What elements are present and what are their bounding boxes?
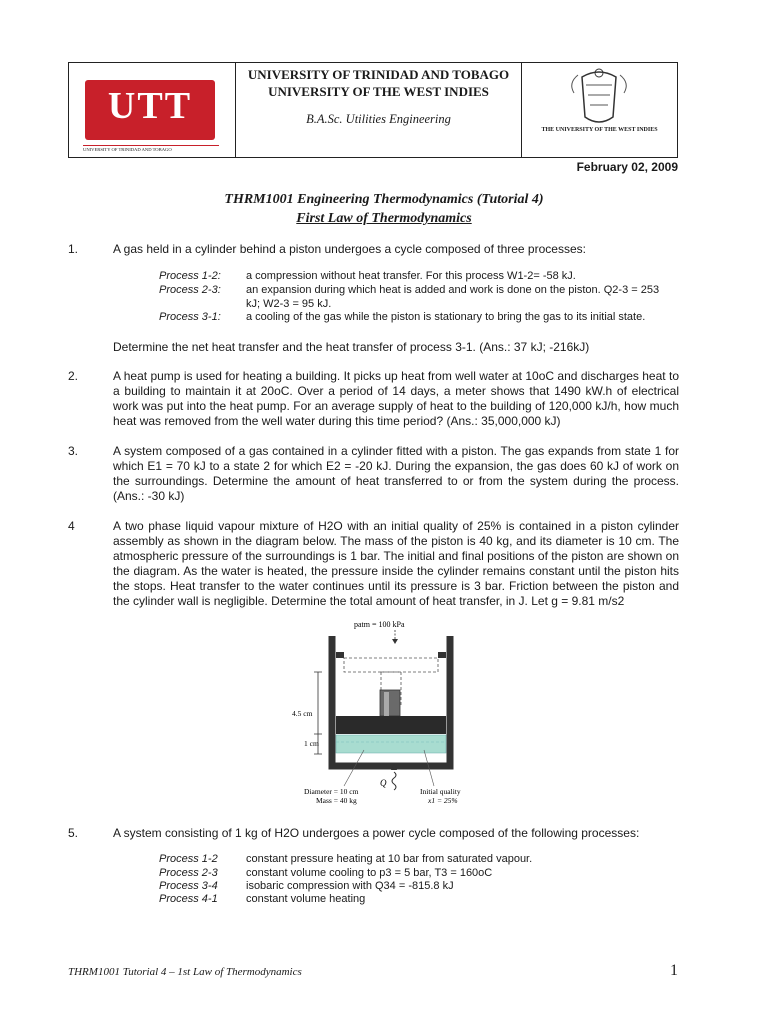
- q4-number: 4: [68, 519, 75, 533]
- q-label: Q: [380, 778, 387, 788]
- q5-p12-label: Process 1-2: [159, 853, 218, 865]
- header-box: [68, 62, 678, 158]
- utt-logo-text: UTT: [107, 85, 193, 127]
- patm-label: patm = 100 kPa: [354, 620, 405, 629]
- height-45cm-label: 4.5 cm: [292, 709, 313, 718]
- initial-quality-label: Initial quality: [420, 787, 461, 796]
- q1-p23-label: Process 2-3:: [159, 284, 221, 296]
- q5-p34-text: isobaric compression with Q34 = -815.8 kJ: [246, 880, 454, 892]
- utt-logo-cell: [69, 63, 236, 157]
- q1-number: 1.: [68, 242, 79, 256]
- q1-p23-text: an expansion during which heat is added and work is done on the piston. Q2-3 = 253 kJ; W2-3 = 95 kJ.: [246, 284, 660, 310]
- q1-text: A gas held in a cylinder behind a piston undergoes a cycle composed of three processes:: [113, 242, 586, 256]
- tutorial-subtitle: First Law of Thermodynamics: [296, 211, 472, 226]
- diameter-label: Diameter = 10 cm: [304, 787, 359, 796]
- height-1cm-label: 1 cm: [304, 739, 319, 748]
- q5-p23-text: constant volume cooling to p3 = 5 bar, T3 = 160oC: [246, 867, 493, 879]
- uwi-logo-subtitle: THE UNIVERSITY OF THE WEST INDIES: [541, 127, 658, 133]
- date: February 02, 2009: [576, 160, 678, 174]
- stop-right: [438, 652, 446, 658]
- q5-p23-label: Process 2-3: [159, 867, 218, 879]
- q1-p31-label: Process 3-1:: [159, 311, 221, 323]
- header-title-cell: [236, 63, 522, 157]
- q5-number: 5.: [68, 826, 79, 840]
- tutorial-title: THRM1001 Engineering Thermodynamics (Tutorial 4): [224, 192, 544, 207]
- q5-p41-text: constant volume heating: [246, 893, 366, 905]
- water: [336, 735, 446, 753]
- stop-left: [336, 652, 344, 658]
- utt-logo-underline: [83, 145, 219, 146]
- q2-number: 2.: [68, 369, 79, 383]
- program-name: B.A.Sc. Utilities Engineering: [306, 112, 451, 126]
- uwi-crest-icon: [522, 63, 677, 157]
- q4-text: A two phase liquid vapour mixture of H2O with an initial quality of 25% is contained in a piston cylinder assembly as shown in the diagram below. The mass of the piston is 40 kg, and its diameter is 10 cm. The atmospheric pressure of the surroundings is 1 bar. The initial and final positions of the piston are shown on the diagram. As the water is heated, the pressure inside the cylinder remains constant until the piston hits the stops. Heat transfer to the water continues until its pressure is 3 bar. Friction between the piston and the cylinder wall is negligible. Determine the total amount of heat transfer, in J. Let g = 9.81 m/s2: [113, 519, 679, 608]
- q1-p31-text: a cooling of the gas while the piston is stationary to bring the gas to its initial state.: [246, 311, 646, 323]
- utt-logo-subtitle: UNIVERSITY OF TRINIDAD AND TOBAGO: [83, 147, 172, 152]
- page-number: 1: [670, 962, 678, 979]
- utt-logo: [85, 80, 215, 140]
- q5-p34-label: Process 3-4: [159, 880, 218, 892]
- q5-text: A system consisting of 1 kg of H2O undergoes a power cycle composed of the following processes:: [113, 826, 640, 840]
- university-name-1: UNIVERSITY OF TRINIDAD AND TOBAGO: [247, 67, 510, 82]
- piston: [336, 716, 446, 734]
- mass-label: Mass = 40 kg: [316, 796, 357, 805]
- page-footer: THRM1001 Tutorial 4 – 1st Law of Thermodynamics: [68, 966, 302, 978]
- piston-rod: [380, 690, 400, 716]
- university-name-2: UNIVERSITY OF THE WEST INDIES: [268, 84, 489, 99]
- q3-text: A system composed of a gas contained in a cylinder fitted with a piston. The gas expands from state 1 for which E1 = 70 kJ to a state 2 for which E2 = -20 kJ. During the expansion, the gas does 60 kJ of work on the surroundings. Determine the amount of heat transferred to or from the system during the process. (Ans.: -30 kJ): [113, 444, 679, 503]
- x1-label: x1 = 25%: [428, 796, 458, 805]
- q3-number: 3.: [68, 444, 79, 458]
- q1-determine: Determine the net heat transfer and the heat transfer of process 3-1. (Ans.: 37 kJ; -216kJ): [113, 340, 590, 354]
- q1-p12-text: a compression without heat transfer. For this process W1-2= -58 kJ.: [246, 270, 576, 282]
- q2-text: A heat pump is used for heating a building. It picks up heat from well water at 10oC and discharges heat to a building to maintain it at 20oC. Over a period of 14 days, a meter shows that 1490 kW.h of electrical work was put into the heat pump. For an average supply of heat to the building of 120,000 kJ/h, how much heat was removed from the well water during this time period? (Ans.: 35,000,000 kJ): [113, 369, 679, 428]
- q5-p41-label: Process 4-1: [159, 893, 218, 905]
- uwi-logo-cell: [522, 63, 677, 157]
- q5-p12-text: constant pressure heating at 10 bar from saturated vapour.: [246, 853, 533, 865]
- q1-p12-label: Process 1-2:: [159, 270, 221, 282]
- piston-cylinder-diagram: [284, 614, 484, 810]
